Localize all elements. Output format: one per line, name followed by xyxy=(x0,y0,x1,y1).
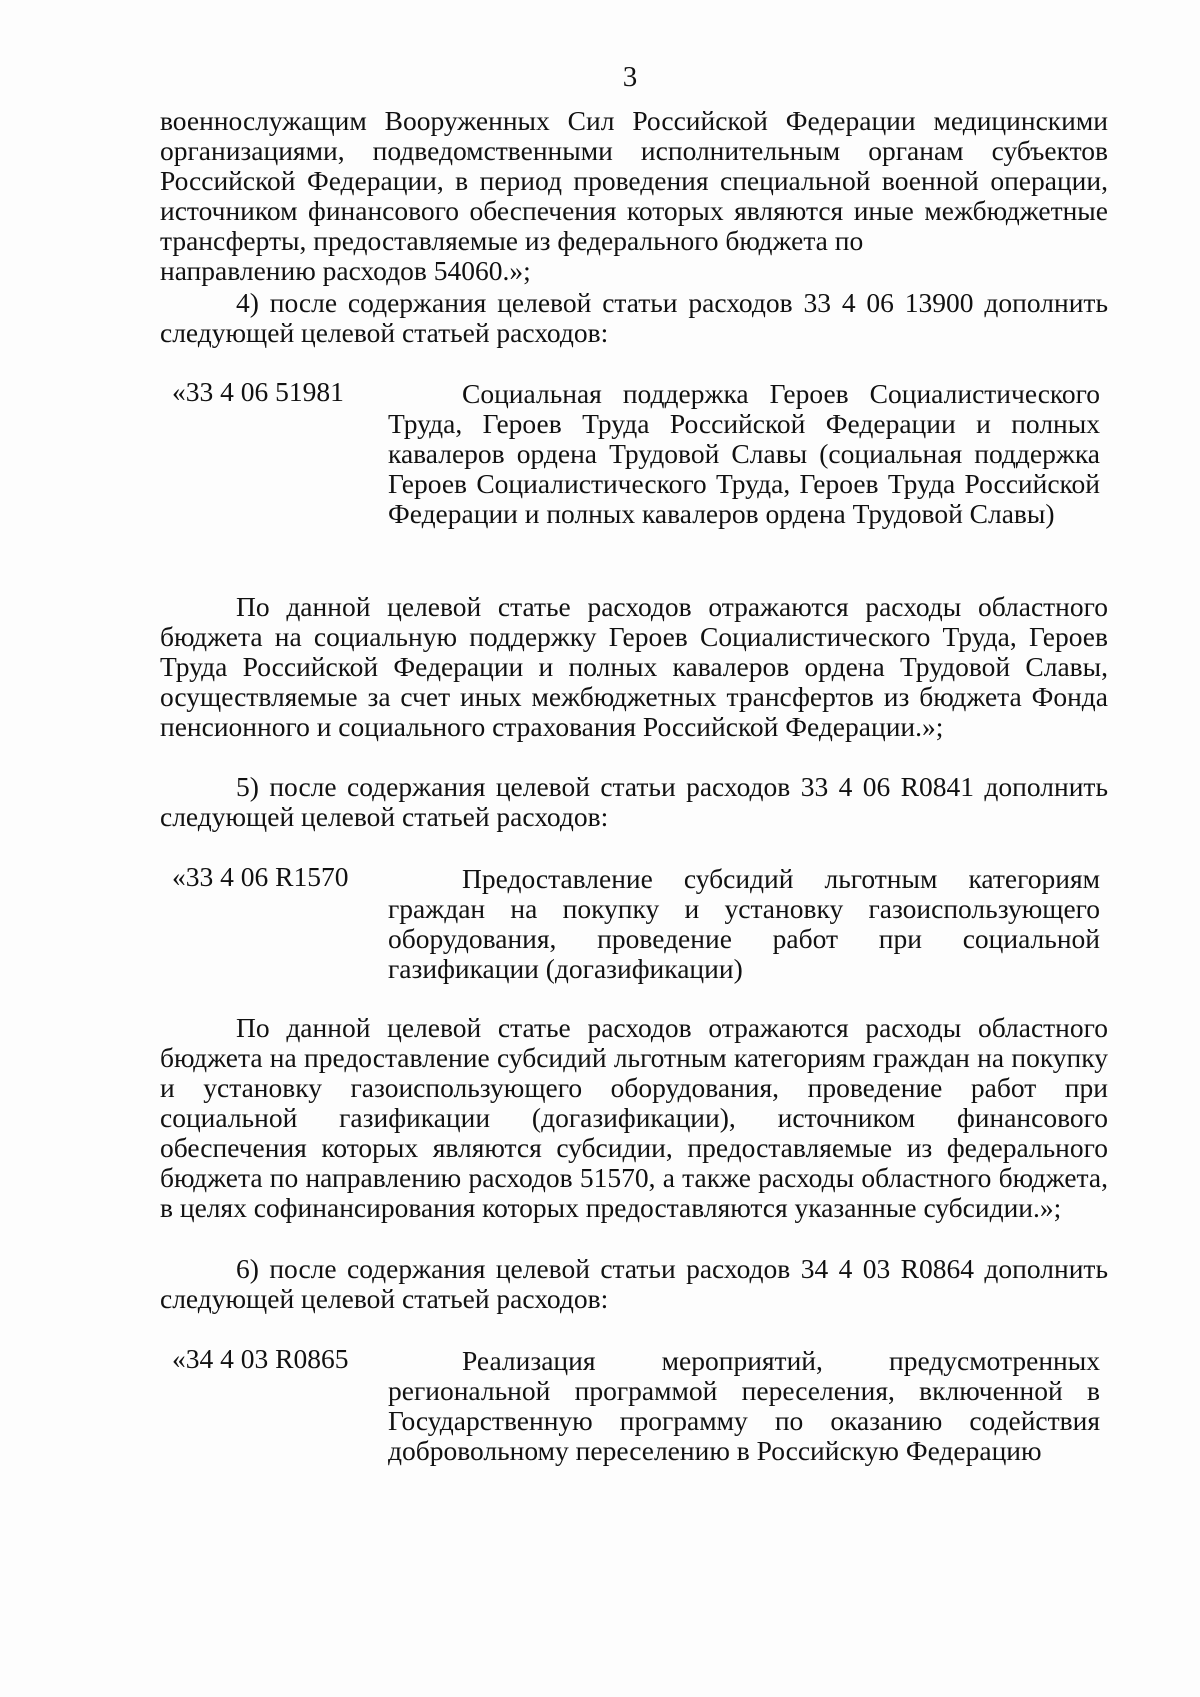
item-5-description: Предоставление субсидий льготным категориям граждан на покупку и установку газоиспользующего оборудования, проведение работ при социальной газификации (догазификации) xyxy=(388,863,1100,984)
item-5-text: 5) после содержания целевой статьи расходов 33 4 06 R0841 дополнить следующей целевой статьей расходов: xyxy=(160,771,1108,832)
item-4-description: Социальная поддержка Героев Социалистического Труда, Героев Труда Российской Федерации и полных кавалеров ордена Трудовой Славы (социальная поддержка Героев Социалистического Труда, Героев Труда Российской Федерации и полных кавалеров ордена Трудовой Славы) xyxy=(388,378,1100,529)
item-4 xyxy=(160,288,1108,348)
item-6-text: 6) после содержания целевой статьи расходов 34 4 03 R0864 дополнить следующей целевой статьей расходов: xyxy=(160,1253,1108,1314)
item-4-explanation: По данной целевой статье расходов отражаются расходы областного бюджета на социальную поддержку Героев Социалистического Труда, Героев Труда Российской Федерации и полных кавалеров ордена Трудовой Славы, осуществляемые за счет иных межбюджетных трансфертов из бюджета Фонда пенсионного и социального страхования Российской Федерации.»; xyxy=(160,591,1108,742)
item-4-explanation-block xyxy=(160,592,1108,742)
item-5 xyxy=(160,772,1108,832)
intro-text-last: направлению расходов 54060.»; xyxy=(160,255,531,286)
item-6-description: Реализация мероприятий, предусмотренных региональной программой переселения, включенной в Государственную программу по оказанию содействия добровольному переселению в Российскую Федерацию xyxy=(388,1345,1100,1466)
item-4-code: «33 4 06 51981 xyxy=(172,376,344,407)
page-number: 3 xyxy=(622,61,638,93)
item-6 xyxy=(160,1254,1108,1314)
item-5-code: «33 4 06 R1570 xyxy=(172,861,349,892)
item-4-description-block xyxy=(388,379,1100,529)
intro-text: военнослужащим Вооруженных Сил Российской Федерации медицинскими организациями, подведомственными исполнительным органам субъектов Российской Федерации, в период проведения специальной военной операции, источником финансового обеспечения которых являются иные межбюджетные трансферты, предоставляемые из федерального бюджета по xyxy=(160,105,1108,256)
item-5-description-block xyxy=(388,864,1100,984)
item-4-text: 4) после содержания целевой статьи расходов 33 4 06 13900 дополнить следующей целевой статьей расходов: xyxy=(160,287,1108,348)
intro-paragraph xyxy=(160,106,1108,286)
item-5-explanation-block xyxy=(160,1013,1108,1223)
item-5-explanation: По данной целевой статье расходов отражаются расходы областного бюджета на предоставление субсидий льготным категориям граждан на покупку и установку газоиспользующего оборудования, проведение работ при социальной газификации (догазификации), источником финансового обеспечения которых являются субсидии, предоставляемые из федерального бюджета по направлению расходов 51570, а также расходы областного бюджета, в целях софинансирования которых предоставляются указанные субсидии.»; xyxy=(160,1012,1108,1223)
item-6-description-block xyxy=(388,1346,1100,1466)
item-6-code: «34 4 03 R0865 xyxy=(172,1343,349,1374)
